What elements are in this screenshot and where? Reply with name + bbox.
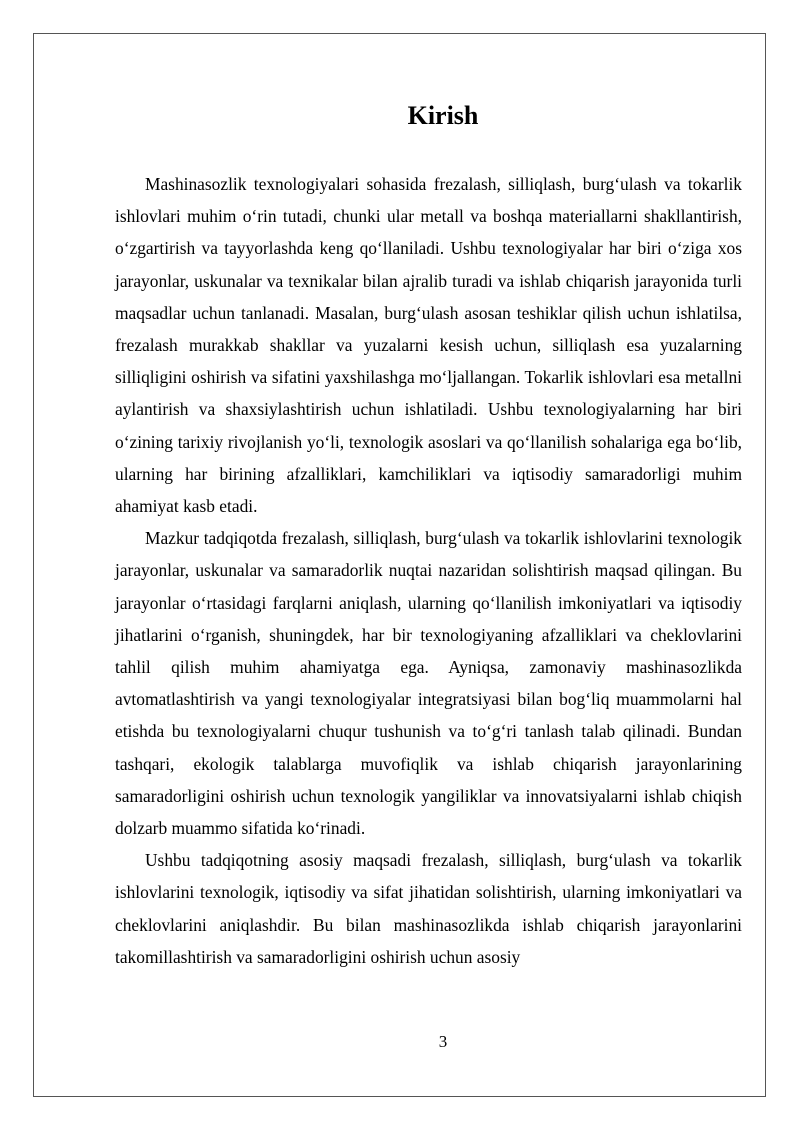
paragraph-3: Ushbu tadqiqotning asosiy maqsadi frezalash, silliqlash, burg‘ulash va tokarlik ishlovlarini texnologik, iqtisodiy va sifat jihatidan solishtirish, ularning imkoniyatlari va cheklovlarini aniqlashdir. Bu bilan mashinasozlikda ishlab chiqarish jarayonlarini takomillashtirish va samaradorligini oshirish uchun asosiy	[115, 850, 742, 967]
paragraph-2: Mazkur tadqiqotda frezalash, silliqlash, burg‘ulash va tokarlik ishlovlarini texnologik jarayonlar, uskunalar va samaradorlik nuqtai nazaridan solishtirish maqsad qilingan. Bu jarayonlar o‘rtasidagi farqlarni aniqlash, ularning qo‘llanilish imkoniyatlari va iqtisodiy jihatlarini o‘rganish, shuningdek, har bir texnologiyaning afzalliklari va cheklovlarini tahlil qilish muhim ahamiyatga ega. Ayniqsa, zamonaviy mashinasozlikda avtomatlashtirish va yangi texnologiyalar integratsiyasi bilan bog‘liq muammolarni hal etishda bu texnologiyalarni chuqur tushunish va to‘g‘ri tanlash talab qilinadi. Bundan tashqari, ekologik talablarga muvofiqlik va ishlab chiqarish jarayonlarining samaradorligini oshirish uchun texnologik yangiliklar va innovatsiyalarni ishlab chiqish dolzarb muammo sifatida ko‘rinadi.	[115, 528, 742, 839]
page-number: 3	[438, 1032, 448, 1051]
page-title: Kirish	[407, 101, 479, 130]
paragraph-1: Mashinasozlik texnologiyalari sohasida frezalash, silliqlash, burg‘ulash va tokarlik ishlovlari muhim o‘rin tutadi, chunki ular metall va boshqa materiallarni shakllantirish, o‘zgartirish va tayyorlashda keng qo‘llaniladi. Ushbu texnologiyalar har biri o‘ziga xos jarayonlar, uskunalar va texnikalar bilan ajralib turadi va ishlab chiqarish jarayonida turli maqsadlar uchun tanlanadi. Masalan, burg‘ulash asosan teshiklar qilish uchun ishlatilsa, frezalash murakkab shakllar va yuzalarni kesish uchun, silliqlash esa yuzalarning silliqligini oshirish va sifatini yaxshilashga mo‘ljallangan. Tokarlik ishlovlari esa metallni aylantirish va shaxsiylashtirish uchun ishlatiladi. Ushbu texnologiyalarning har biri o‘zining tarixiy rivojlanish yo‘li, texnologik asoslari va qo‘llanilish sohalariga ega bo‘lib, ularning har birining afzalliklari, kamchiliklari va iqtisodiy samaradorligi muhim ahamiyat kasb etadi.	[115, 174, 742, 517]
body-text	[115, 168, 742, 973]
